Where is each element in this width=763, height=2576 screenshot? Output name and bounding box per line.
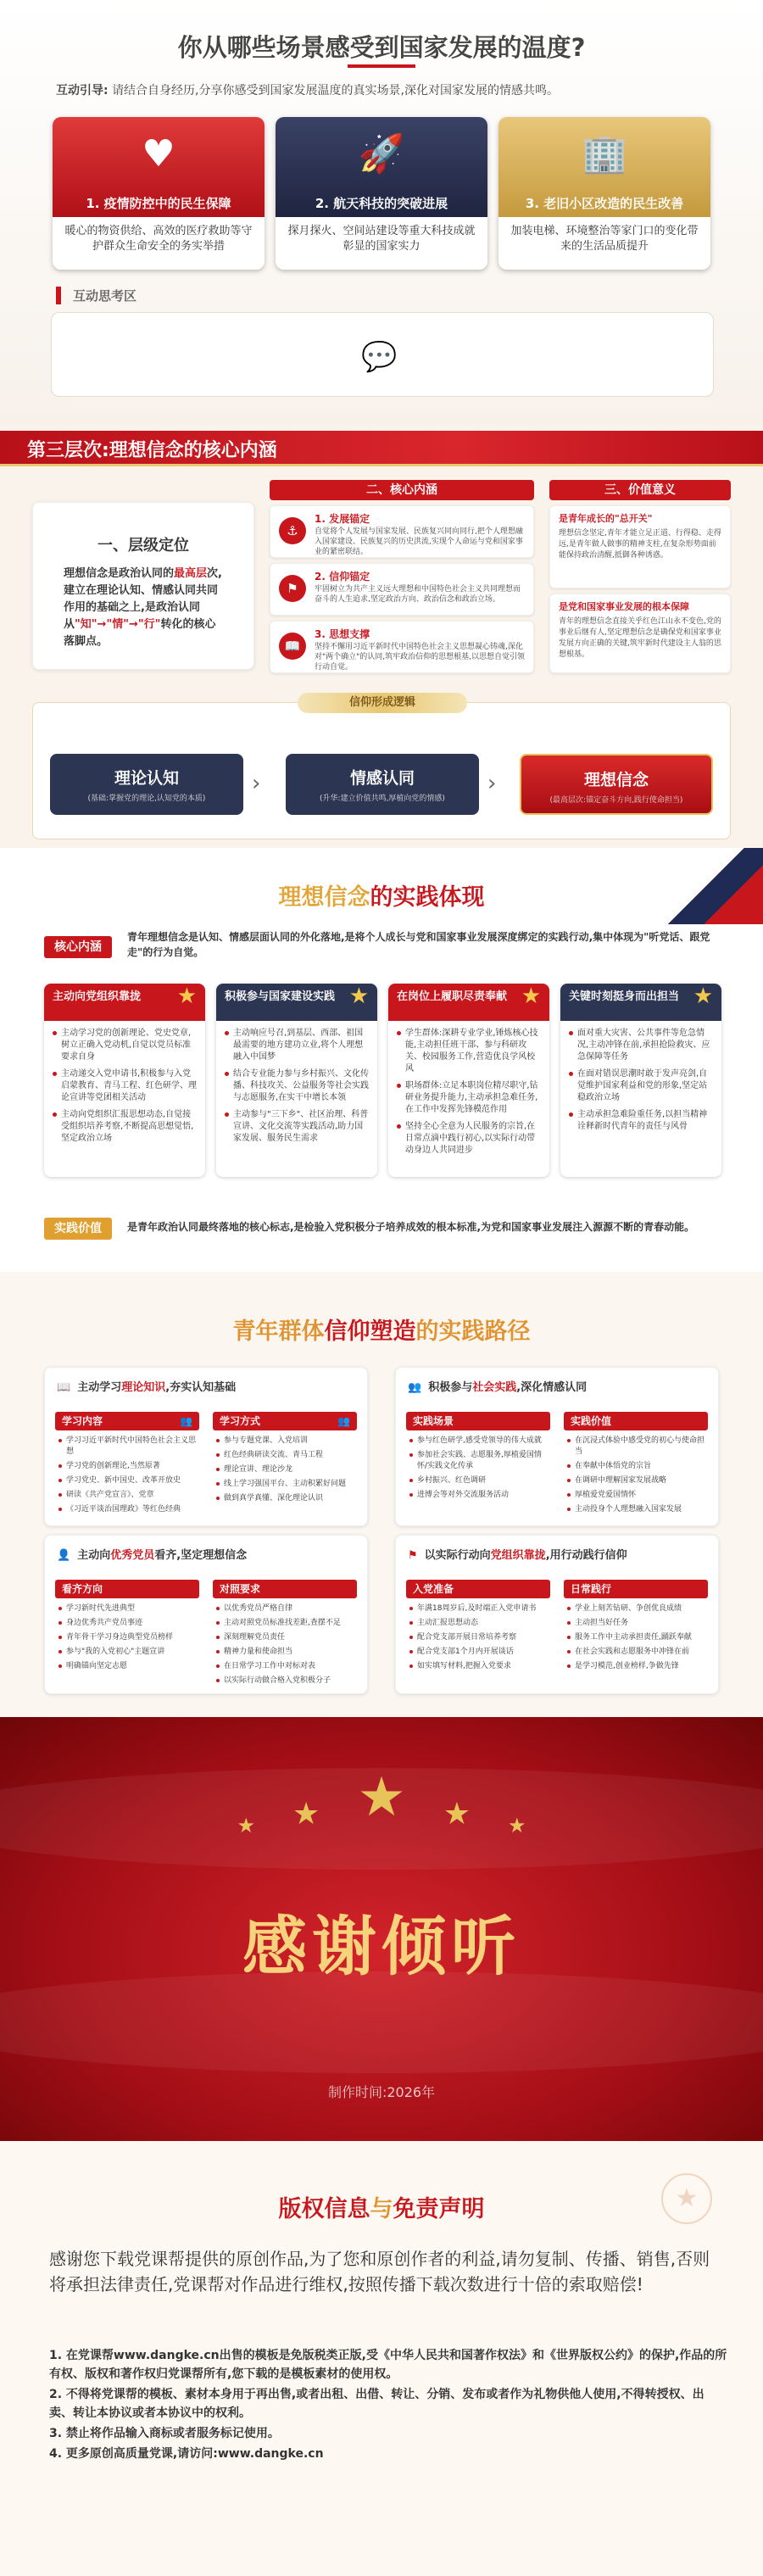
slide-title: 青年群体信仰塑造的实践路径 (232, 1319, 531, 1345)
production-date: 制作时间:2026年 (327, 2084, 436, 2100)
slide-title: 理想信念的实践体现 (278, 884, 485, 911)
core-item-title: 1. 发展锚定 (315, 513, 370, 525)
core-item-title: 3. 思想支撑 (315, 628, 370, 640)
slide-scenes (0, 0, 763, 424)
star-icon: ★ (693, 984, 713, 1009)
medical-heart-icon: ♥ (142, 132, 175, 176)
position-title: 一、层级定位 (97, 537, 189, 555)
term-item: 1. 在党课帮www.dangke.cn出售的模板是免版税类正版,受《中华人民共和国著作权法》和《世界版权公约》的保护,作品的所有权、版权和著作权归党课帮所有,您下载的是模板素材的使用权。 (49, 2349, 727, 2381)
flow-step-belief: 理想信念 (最高层次:锚定奋斗方向,践行使命担当) (520, 754, 713, 815)
scene-card-community (498, 117, 710, 270)
slide-paths (0, 1272, 763, 1717)
core-item-text: 自觉将个人发展与国家发展、民族复兴同向同行,把个人理想融入国家建设、民族复兴的历史洪流,实现个人命运与党和国家事业的紧密联结。 (315, 527, 523, 556)
term-item: 3. 禁止将作品输入商标或者服务标记使用。 (49, 2427, 280, 2440)
position-text: 理想信念是政治认同的最高层次,建立在理论认知、情感认同共同作用的基础之上,是政治认同从"知"→"情"→"行"转化的核心落脚点。 (64, 567, 222, 648)
scene-card-desc: 暖心的物资供给、高效的医疗救助等守护群众生命安全的务实举措 (53, 217, 265, 270)
core-tag: 核心内涵 (44, 936, 112, 958)
building-icon: 🏢 (581, 132, 628, 176)
anchor-icon: ⚓ (279, 517, 306, 544)
slide-title: 你从哪些场景感受到国家发展的温度? (177, 33, 586, 62)
rocket-icon: 🚀 (358, 132, 405, 176)
value-text: 是青年政治认同最终落地的核心标志,是检验入党积极分子培养成效的根本标准,为党和国家事业发展注入源源不断的青春动能。 (127, 1221, 695, 1233)
title-underline (348, 64, 415, 68)
flag-icon: ⚑ (279, 575, 306, 602)
core-item-title: 2. 信仰锚定 (315, 571, 370, 583)
star-seal-icon: ★ (661, 2173, 712, 2224)
core-header: 二、核心内涵 (270, 480, 534, 500)
guide-text: 请结合自身经历,分享你感受到国家发展温度的真实场景,深化对国家发展的情感共鸣。 (112, 84, 559, 98)
book-icon: 📖 (57, 1381, 71, 1394)
star-icon: ★ (292, 1797, 320, 1832)
belief-logic-flow (32, 696, 731, 839)
star-icon: ★ (443, 1797, 471, 1832)
slide-copyright (0, 2141, 763, 2576)
flow-step-emotion: 情感认同 (升华:建立价值共鸣,厚植向党的情感) (286, 754, 479, 815)
scene-card-label: 1. 疫情防控中的民生保障 (86, 196, 231, 211)
star-icon: ★ (176, 984, 197, 1009)
scene-card-label: 3. 老旧小区改造的民生改善 (525, 196, 684, 211)
flow-header: 信仰形成逻辑 (298, 693, 467, 713)
scene-card-desc: 加装电梯、环境整治等家门口的变化带来的生活品质提升 (498, 217, 710, 270)
value-item-text: 青年的理想信念直接关乎红色江山永不变色,党的事业后继有人,坚定理想信念是确保党和国家事业发展方向正确的关键,筑牢新时代建设主人翁的思想根基。 (559, 617, 721, 659)
core-item (270, 505, 534, 558)
practice-card: 积极参与国家建设实践 ★ 主动响应号召,到基层、西部、祖国最需要的地方建功立业,将个人理想融入中国梦 结合专业能力参与乡村振兴、文化传播、科技攻关、公益服务等社会实践与志愿服务,在实干中增长本领 主动参与"三下乡"、社区治理、科普宣讲、文化交流等实践活动,助力国家发展、服务民生需求 (216, 984, 377, 1177)
position-box (32, 502, 254, 670)
think-area-label: 互动思考区 (56, 287, 136, 304)
slide-thanks (0, 1717, 763, 2141)
slide-core-meaning (0, 424, 763, 848)
chat-icon: 💬 (361, 340, 398, 374)
path-card: 📖 主动学习理论知识,夯实认知基础 学习内容 👥 学习习近平新时代中国特色社会主义思想 学习党的创新理论,当然原著 学习党史、新中国史、改革开放史 研读《共产党宣言》、党章 《习近平谈治国理政》等红色经典 学习方式 👥 参与专题党课、入党培训 红色经典研读交流、青马工程 理论宣讲、理论沙龙 线上学习强国平台、主动积累好问题 做到真学真懂、深化理论认识 (44, 1367, 368, 1526)
thanks-title: 感谢倾听 (242, 1909, 521, 1984)
path-card: ⚑ 以实际行动向党组织靠拢,用行动践行信仰 入党准备 年满18周岁后,及时端正入党申请书 主动汇报思想动态 配合党支部开展日常培养考察 配合党支部1个月内开展谈话 如实填写材料,把握入党要求 日常践行 学业上刻苦钻研、争创优良成绩 主动担当好任务 服务工作中主动承担责任,踊跃奉献 在社会实践和志愿服务中冲锋在前 是学习模范,创业榜样,争做先锋 (395, 1535, 719, 1694)
people-icon: 👥 (337, 1415, 350, 1427)
think-area-input[interactable] (51, 312, 714, 397)
value-item (549, 505, 731, 588)
star-icon: ★ (237, 1814, 256, 1837)
interaction-guide (56, 81, 559, 98)
slide-title: 版权信息与免责声明 (278, 2196, 485, 2222)
path-card: 👤 主动向优秀党员看齐,坚定理想信念 看齐方向 学习新时代先进典型 身边优秀共产党员事迹 青年骨干学习身边典型党员榜样 参与"我的入党初心"主题宣讲 明确锚向坚定志愿 对照要求 以优秀党员严格自律 主动对照党员标准找差距,查摆不足 深刻理解党员责任 精神力量和使命担当 在日常学习工作中对标对表 以实际行动做合格入党积极分子 (44, 1535, 368, 1694)
scene-card-desc: 探月探火、空间站建设等重大科技成就彰显的国家实力 (276, 217, 487, 270)
person-icon: 👤 (57, 1549, 71, 1562)
people-icon: 👥 (180, 1415, 192, 1427)
arrow-right-icon: › (487, 771, 497, 796)
practice-card: 主动向党组织靠拢 ★ 主动学习党的创新理论、党史党章,树立正确入党动机,自觉以党员标准要求自身 主动递交入党申请书,积极参与入党启蒙教育、青马工程、红色研学、理论宣讲等党团相关活动 主动向党组织汇报思想动态,自觉接受组织培养考察,不断提高思想觉悟,坚定政治立场 (44, 984, 205, 1177)
section-banner: 第三层次:理想信念的核心内涵 (0, 431, 763, 466)
practice-card: 在岗位上履职尽责奉献 ★ 学生群体:深耕专业学业,锤炼核心技能,主动担任班干部、参与科研攻关、校园服务工作,营造优良学风校风 职场群体:立足本职岗位精尽职守,钻研业务提升能力,主动承担急难任务,在工作中发挥先锋模范作用 坚持全心全意为人民服务的宗旨,在日常点滴中践行初心,以实际行动带动身边人共同进步 (388, 984, 549, 1177)
slide-practice (0, 848, 763, 1272)
term-item: 2. 不得将党课帮的模板、素材本身用于再出售,或者出租、出借、转让、分销、发布或者作为礼物供他人使用,不得转授权、出卖、转让本协议或者本协议中的权利。 (49, 2388, 705, 2420)
value-header: 三、价值意义 (549, 480, 731, 500)
star-icon: ★ (507, 1814, 526, 1837)
copyright-lead: 感谢您下载党课帮提供的原创作品,为了您和原创作者的利益,请勿复制、传播、销售,否则将承担法律责任,党课帮对作品进行维权,按照传播下载次数进行十倍的索取赔偿! (49, 2249, 710, 2294)
arrow-right-icon: › (252, 771, 261, 796)
value-item-title: 是青年成长的"总开关" (559, 513, 653, 524)
guide-label: 互动引导: (56, 84, 109, 98)
scene-card-space (276, 117, 487, 270)
star-icon: ★ (521, 984, 541, 1009)
practice-card: 关键时刻挺身而出担当 ★ 面对重大灾害、公共事件等危急情况,主动冲锋在前,承担抢险救灾、应急保障等任务 在面对错误思潮时敢于发声亮剑,自觉维护国家利益和党的形象,坚定站稳政治立场 主动承担急难险重任务,以担当精神诠释新时代青年的责任与风骨 (560, 984, 721, 1177)
copyright-terms (49, 2346, 727, 2465)
scene-card-epidemic (53, 117, 265, 270)
value-tag: 实践价值 (44, 1218, 112, 1240)
path-card: 👥 积极参与社会实践,深化情感认同 实践场景 参与红色研学,感受党领导的伟大成就 参加社会实践、志愿服务,厚植爱国情怀/实践文化传承 乡村振兴、红色调研 进博会等对外交流服务活动 实践价值 在沉浸式体验中感受党的初心与使命担当 在奉献中体悟党的宗旨 在调研中理解国家发展战略 厚植爱党爱国情怀 主动投身个人理想融入国家发展 (395, 1367, 719, 1526)
value-item-text: 理想信念坚定,青年才能立足正道、行得稳、走得远,是青年做人做事的精神支柱,在复杂形势面前能保持政治清醒,抵御各种诱惑。 (559, 529, 721, 560)
book-icon: 📖 (279, 633, 306, 660)
star-icon: ★ (348, 984, 369, 1009)
core-text: 青年理想信念是认知、情感层面认同的外化落地,是将个人成长与党和国家事业发展深度绑定的实践行动,集中体现为"听党话、跟党走"的行为自觉。 (127, 931, 710, 958)
core-item-text: 坚持不懈用习近平新时代中国特色社会主义思想凝心铸魂,深化对"两个确立"的认同,筑牢政治信仰的思想根基,以思想自觉引领行动自觉。 (315, 643, 526, 672)
scene-card-label: 2. 航天科技的突破进展 (315, 196, 448, 211)
value-item (549, 594, 731, 673)
core-item (270, 563, 534, 616)
star-row (0, 1766, 763, 1837)
star-icon: ★ (357, 1766, 406, 1829)
core-item (270, 621, 534, 673)
flow-step-theory: 理论认知 (基础:掌握党的理论,认知党的本质) (50, 754, 243, 815)
term-item: 4. 更多原创高质量党课,请访问:www.dangke.cn (49, 2447, 324, 2461)
flag-icon: ⚑ (408, 1549, 418, 1562)
core-item-text: 牢固树立为共产主义远大理想和中国特色社会主义共同理想而奋斗的人生追求,坚定政治方向、政治信念和政治立场。 (315, 585, 521, 604)
value-item-title: 是党和国家事业发展的根本保障 (559, 601, 689, 612)
people-icon: 👥 (408, 1381, 422, 1394)
